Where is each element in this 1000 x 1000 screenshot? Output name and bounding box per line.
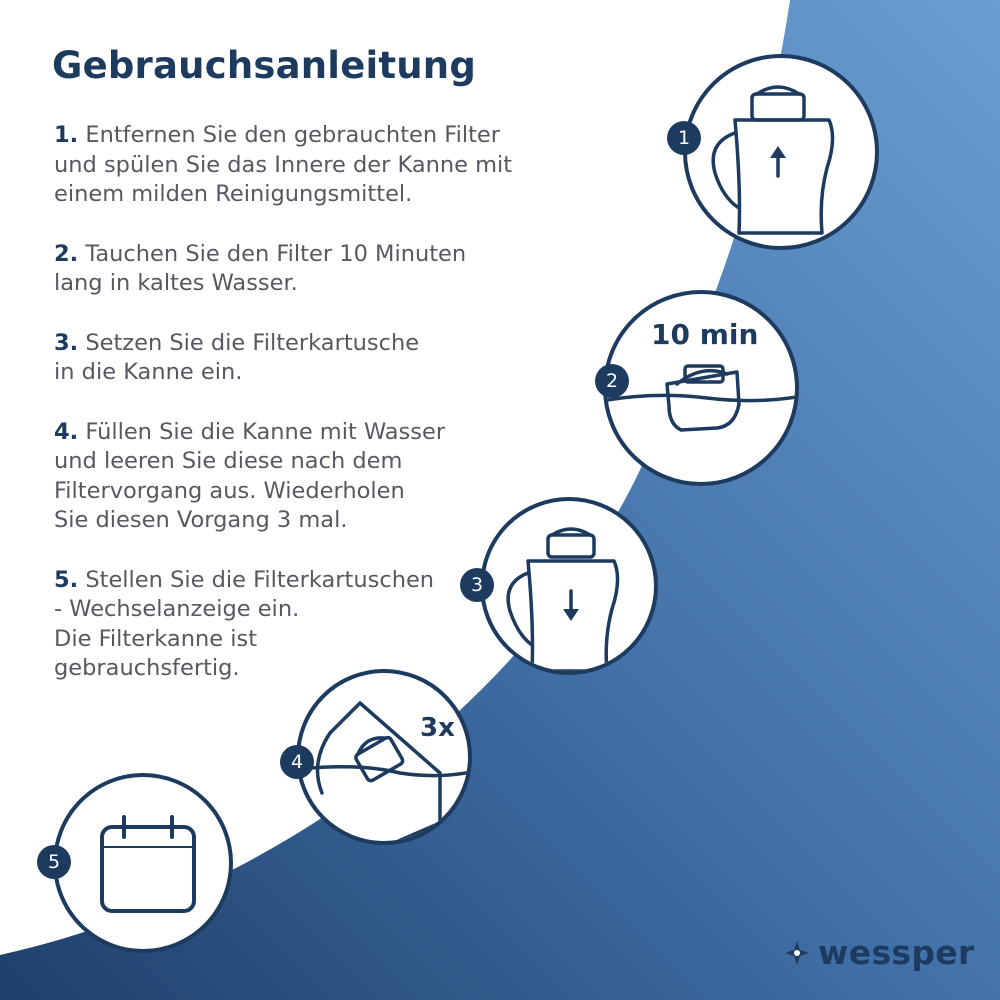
page-title: Gebrauchsanleitung (52, 44, 477, 87)
step-number: 2. (54, 240, 79, 267)
calendar-icon (57, 777, 233, 953)
step-text: und leeren Sie diese nach dem (54, 448, 403, 474)
step-badge-5: 5 (37, 845, 71, 879)
instruction-step-2 (54, 240, 574, 299)
step-text: Stellen Sie die Filterkartuschen (85, 566, 435, 593)
step-text: und spülen Sie das Innere der Kanne mit (54, 151, 513, 178)
step-text: Füllen Sie die Kanne mit Wasser (85, 418, 446, 445)
repeat-count-label: 3x (420, 713, 455, 743)
instruction-step-1 (54, 121, 574, 210)
step-text: - Wechselanzeige ein. (54, 596, 300, 622)
pitcher-remove-filter-icon (687, 58, 879, 250)
pitcher-pour-icon (300, 673, 472, 845)
instruction-step-3 (54, 329, 574, 388)
step-number: 3. (54, 329, 79, 356)
step-3-illustration (480, 497, 658, 675)
step-text: lang in kaltes Wasser. (54, 270, 298, 296)
step-text: Setzen Sie die Filterkartusche (85, 329, 420, 356)
step-text: einem milden Reinigungsmittel. (54, 181, 413, 207)
step-text: Die Filterkanne ist (54, 625, 258, 652)
step-2-illustration (603, 290, 799, 486)
step-text: Entfernen Sie den gebrauchten Filter (85, 122, 500, 148)
step-number: 5. (54, 566, 79, 593)
step-text: gebrauchsfertig. (54, 655, 240, 681)
brand-logo (784, 933, 975, 972)
step-number: 1. (54, 122, 79, 148)
wessper-logo-icon (784, 940, 810, 966)
step-badge-4: 4 (280, 745, 314, 779)
step-badge-1: 1 (667, 121, 701, 155)
step-badge-2: 2 (595, 364, 629, 398)
soak-time-label: 10 min (651, 318, 759, 351)
brand-name: wessper (818, 933, 975, 972)
pitcher-insert-filter-icon (484, 501, 658, 675)
step-number: 4. (54, 418, 79, 445)
step-badge-3: 3 (460, 568, 494, 602)
step-text: Sie diesen Vorgang 3 mal. (54, 507, 348, 533)
step-text: Tauchen Sie den Filter 10 Minuten (85, 240, 467, 267)
step-text: Filtervorgang aus. Wiederholen (54, 477, 405, 504)
step-5-illustration (53, 773, 233, 953)
step-1-illustration (683, 54, 879, 250)
step-4-illustration (296, 669, 472, 845)
step-text: in die Kanne ein. (54, 359, 243, 385)
